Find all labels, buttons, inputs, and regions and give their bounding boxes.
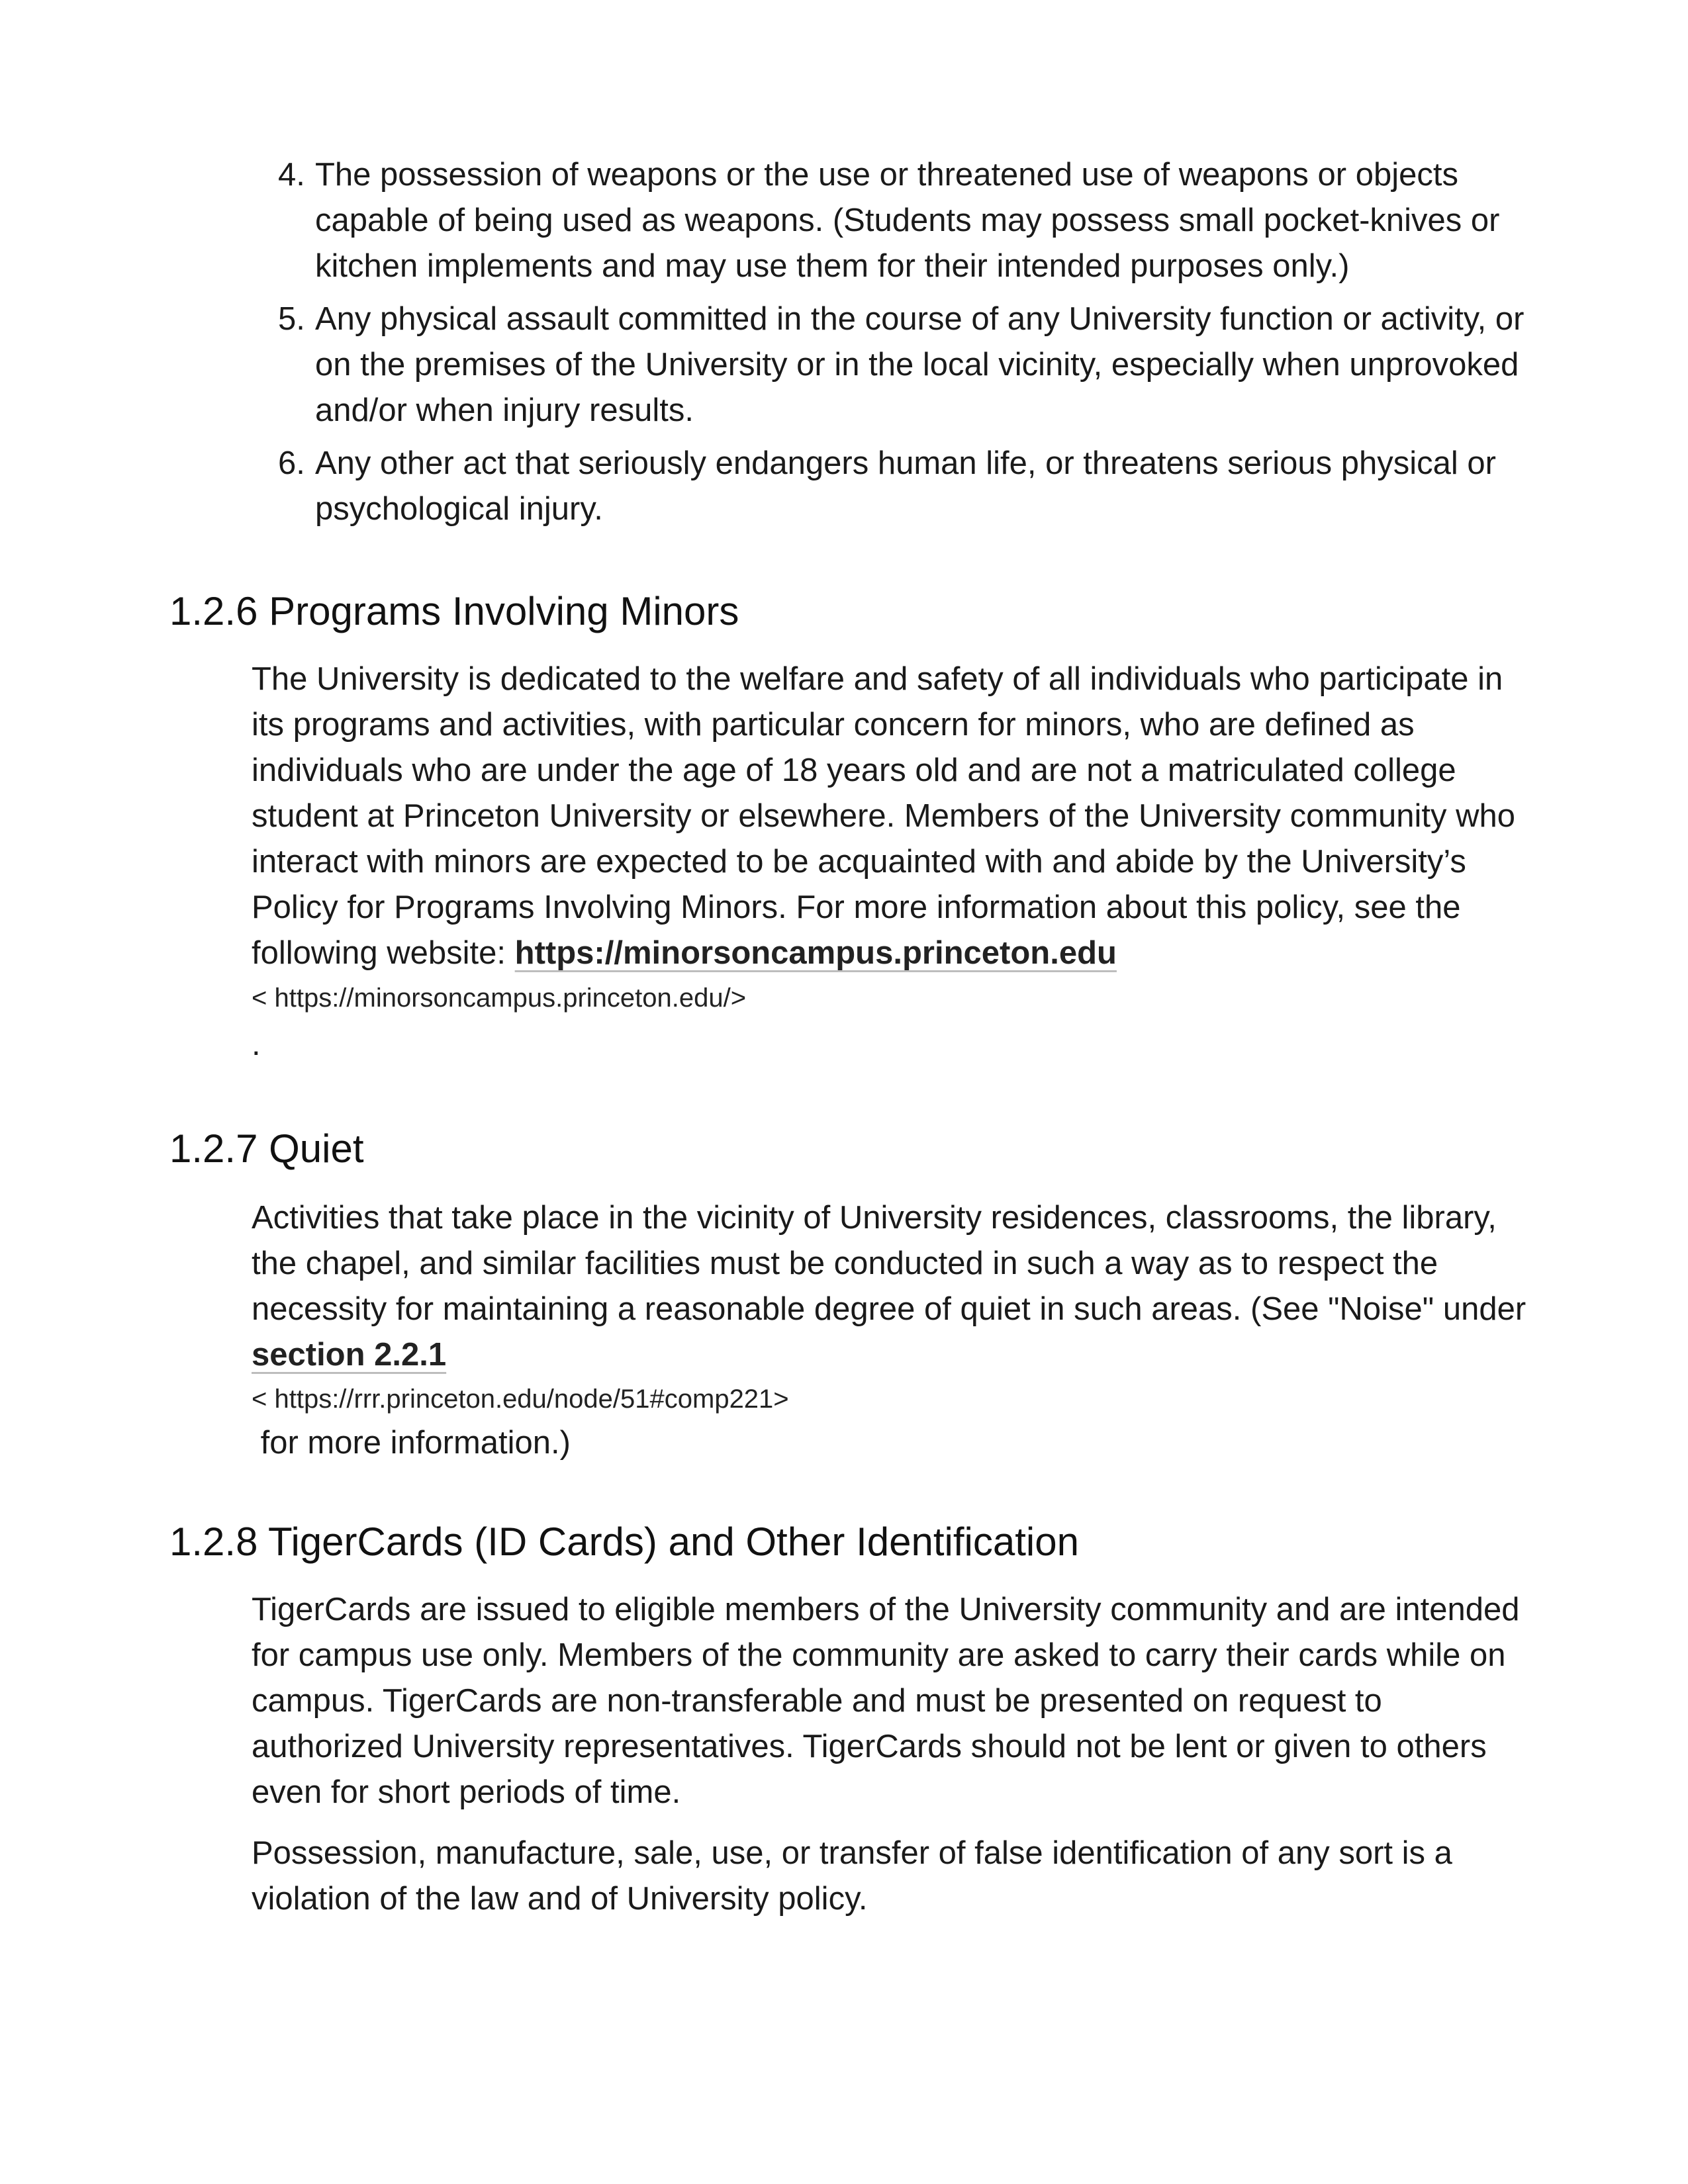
section-heading-tigercards: 1.2.8 TigerCards (ID Cards) and Other Identification [169, 1520, 1079, 1564]
minors-trailing-period: . [252, 1026, 261, 1062]
minors-url-note: < https://minorsoncampus.princeton.edu/> [252, 983, 747, 1013]
section-body-tigercards-1: TigerCards are issued to eligible members of the University community and are intended for campus use only. Members of the community are asked to carry their cards while on campus. TigerCards are non-transferable and must be presented on request to authorized University representatives. TigerCards should not be lent or given to others even for short periods of time. [252, 1592, 1520, 1810]
list-item [278, 152, 1536, 289]
minors-website-link[interactable]: https://minorsoncampus.princeton.edu [514, 935, 1117, 971]
numbered-list [278, 152, 1536, 539]
list-item [278, 441, 1536, 532]
list-item-number: 5. [278, 301, 305, 337]
section-body-quiet-text: Activities that take place in the vicinity of University residences, classrooms, the library, the chapel, and similar facilities must be conducted in such a way as to respect the necessity for maintaining a reasonable degree of quiet in such areas. (See "Noise" under [252, 1200, 1526, 1327]
quiet-url-note: < https://rrr.princeton.edu/node/51#comp221> [252, 1385, 789, 1414]
list-item-text: Any other act that seriously endangers human life, or threatens serious physical or psychological injury. [315, 445, 1497, 527]
quiet-trailing-text: for more information.) [252, 1425, 571, 1461]
section-heading-quiet: 1.2.7 Quiet [169, 1126, 364, 1171]
section-body-minors-text: The University is dedicated to the welfare and safety of all individuals who participate in its programs and activities, with particular concern for minors, who are defined as individuals who are under the age of 18 years old and are not a matriculated college student at Princeton University or elsewhere. Members of the University community who interact with minors are expected to be acquainted with and abide by the University’s Policy for Programs Involving Minors. For more information about this policy, see the following website: [252, 661, 1516, 971]
list-item-number: 4. [278, 157, 305, 193]
section-2-2-1-link[interactable]: section 2.2.1 [252, 1337, 447, 1373]
section-body-tigercards-2: Possession, manufacture, sale, use, or transfer of false identification of any sort is a violation of the law and of University policy. [252, 1835, 1452, 1917]
section-body-quiet [252, 1195, 1536, 1378]
list-item-text: Any physical assault committed in the course of any University function or activity, or on the premises of the University or in the local vicinity, especially when unprovoked and/or when injury results. [315, 301, 1524, 428]
list-item-text: The possession of weapons or the use or threatened use of weapons or objects capable of being used as weapons. (Students may possess small pocket-knives or kitchen implements and may use them for their intended purposes only.) [315, 157, 1500, 284]
list-item [278, 296, 1536, 433]
list-item-number: 6. [278, 445, 305, 481]
section-body-minors [252, 657, 1536, 976]
section-heading-minors: 1.2.6 Programs Involving Minors [169, 589, 739, 633]
